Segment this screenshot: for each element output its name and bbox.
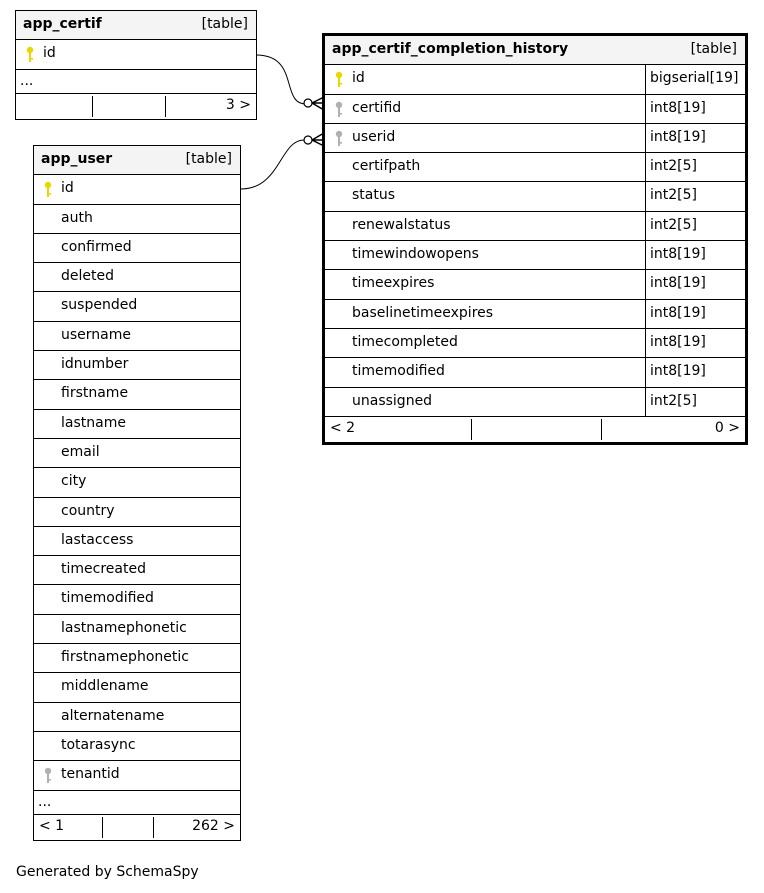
column-row[interactable]	[34, 380, 240, 409]
column-name: unassigned	[352, 392, 433, 409]
column-row[interactable]	[34, 761, 240, 790]
column-type: int8[19]	[645, 270, 745, 298]
column-row[interactable]	[325, 95, 745, 124]
column-name: city	[61, 473, 87, 490]
parents-count[interactable]: < 2	[330, 419, 356, 436]
column-row[interactable]	[325, 388, 745, 417]
column-type: int2[5]	[645, 182, 745, 210]
footer-divider	[601, 419, 602, 440]
primary-key-icon	[25, 46, 35, 63]
column-name: userid	[352, 128, 396, 145]
more-columns-ellipsis: ...	[38, 793, 52, 810]
relation-user-to-history	[241, 140, 304, 189]
table-name[interactable]: app_user	[41, 151, 113, 167]
column-name: timemodified	[61, 590, 154, 607]
column-name: alternatename	[61, 707, 165, 724]
more-columns-ellipsis: ...	[20, 72, 34, 89]
column-name: username	[61, 326, 131, 343]
column-name: totarasync	[61, 736, 136, 753]
column-row[interactable]	[325, 153, 745, 182]
foreign-key-icon	[43, 767, 53, 784]
footer-divider	[153, 817, 154, 838]
table-name[interactable]: app_certif_completion_history	[332, 41, 569, 57]
foreign-key-icon	[334, 130, 344, 147]
column-name: confirmed	[61, 238, 132, 255]
column-row[interactable]	[34, 556, 240, 585]
column-row[interactable]	[34, 292, 240, 321]
column-row[interactable]	[34, 615, 240, 644]
table-header	[16, 11, 256, 40]
column-row[interactable]	[34, 439, 240, 468]
ellipsis-row	[16, 70, 256, 94]
column-type: int2[5]	[645, 153, 745, 181]
column-name: firstnamephonetic	[61, 649, 189, 666]
generated-by-caption: Generated by SchemaSpy	[16, 864, 199, 880]
column-name: id	[43, 45, 56, 62]
column-name: country	[61, 502, 115, 519]
column-name: deleted	[61, 268, 114, 285]
column-name: renewalstatus	[352, 216, 451, 233]
column-name: firstname	[61, 385, 129, 402]
column-name: lastaccess	[61, 531, 134, 548]
column-name: id	[61, 180, 74, 197]
column-name: timemodified	[352, 363, 445, 380]
column-name: status	[352, 187, 396, 204]
column-row[interactable]	[34, 175, 240, 204]
foreign-key-icon	[334, 101, 344, 118]
column-name: lastnamephonetic	[61, 619, 187, 636]
column-name: auth	[61, 209, 93, 226]
column-type: int8[19]	[645, 124, 745, 152]
children-count[interactable]: 262 >	[192, 817, 235, 834]
table-app-certif[interactable]	[15, 10, 257, 120]
table-kind: [table]	[185, 151, 232, 167]
column-row[interactable]	[34, 732, 240, 761]
footer-divider	[92, 96, 93, 117]
column-row[interactable]	[34, 263, 240, 292]
relation-user-zero-marker	[304, 136, 312, 144]
column-type: int2[5]	[645, 388, 745, 416]
column-row[interactable]	[16, 40, 256, 69]
column-type: int8[19]	[645, 95, 745, 123]
column-row[interactable]	[325, 329, 745, 358]
primary-key-icon	[43, 181, 53, 198]
column-row[interactable]	[34, 234, 240, 263]
column-row[interactable]	[325, 124, 745, 153]
primary-key-icon	[334, 71, 344, 88]
column-type: int2[5]	[645, 212, 745, 240]
column-name: timecompleted	[352, 333, 458, 350]
table-app-certif-completion-history[interactable]	[322, 33, 748, 445]
table-footer	[16, 94, 256, 119]
column-name: lastname	[61, 414, 126, 431]
column-type: int8[19]	[645, 300, 745, 328]
column-row[interactable]	[34, 673, 240, 702]
column-row[interactable]	[34, 644, 240, 673]
column-row[interactable]	[34, 351, 240, 380]
column-row[interactable]	[325, 65, 745, 94]
relation-certif-zero-marker	[304, 99, 312, 107]
children-count[interactable]: 0 >	[714, 419, 740, 436]
table-footer	[34, 815, 240, 840]
column-name: baselinetimeexpires	[352, 304, 494, 321]
column-name: certifpath	[352, 158, 421, 175]
column-row[interactable]	[325, 300, 745, 329]
column-name: tenantid	[61, 766, 120, 783]
column-row[interactable]	[34, 498, 240, 527]
column-row[interactable]	[34, 527, 240, 556]
column-name: id	[352, 70, 365, 87]
column-name: idnumber	[61, 356, 129, 373]
column-row[interactable]	[325, 358, 745, 387]
column-name: suspended	[61, 297, 138, 314]
footer-divider	[165, 96, 166, 117]
column-row[interactable]	[34, 585, 240, 614]
column-type: int8[19]	[645, 358, 745, 386]
column-name: timeexpires	[352, 275, 435, 292]
children-count[interactable]: 3 >	[225, 96, 251, 113]
column-row[interactable]	[34, 703, 240, 732]
column-row[interactable]	[325, 182, 745, 211]
table-app-user[interactable]	[33, 145, 241, 841]
column-row[interactable]	[325, 241, 745, 270]
parents-count[interactable]: < 1	[39, 817, 65, 834]
table-header	[34, 146, 240, 175]
relation-certif-to-history	[256, 55, 306, 104]
table-kind: [table]	[201, 16, 248, 32]
column-row[interactable]	[325, 212, 745, 241]
column-name: certifid	[352, 99, 402, 116]
table-header	[325, 36, 745, 65]
table-footer	[325, 417, 745, 442]
column-name: timewindowopens	[352, 246, 479, 263]
column-row[interactable]	[34, 468, 240, 497]
table-kind: [table]	[690, 41, 737, 57]
column-row[interactable]	[34, 205, 240, 234]
column-row[interactable]	[34, 410, 240, 439]
column-row[interactable]	[325, 270, 745, 299]
column-type: int8[19]	[645, 329, 745, 357]
column-type: int8[19]	[645, 241, 745, 269]
column-name: email	[61, 443, 100, 460]
column-row[interactable]	[34, 322, 240, 351]
column-name: middlename	[61, 678, 149, 695]
footer-divider	[102, 817, 103, 838]
column-name: timecreated	[61, 561, 146, 578]
footer-divider	[471, 419, 472, 440]
table-name[interactable]: app_certif	[23, 16, 102, 32]
ellipsis-row	[34, 791, 240, 815]
column-type: bigserial[19]	[645, 65, 745, 93]
